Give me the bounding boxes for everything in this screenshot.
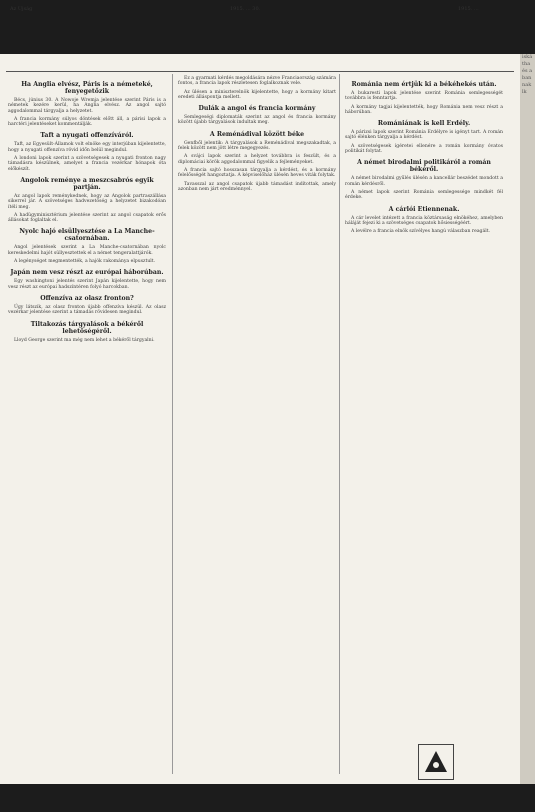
stamp-icon <box>419 745 453 779</box>
library-stamp <box>418 744 454 780</box>
column-divider <box>172 74 173 774</box>
article-headline: Tiltakozás tárgyalások a békéről lehetőségéről. <box>30 320 144 335</box>
article-paragraph: Tavasszal az angol csapatok újabb támadást indítottak, amely azonban nem járt eredménnyel. <box>178 181 336 192</box>
article-headline: A német birodalmi politikáról a román békéről. <box>357 159 491 174</box>
article-paragraph: Az ülésen a miniszterelnök kijelentette, hogy a kormány kitart eredeti álláspontja mellett. <box>178 89 336 100</box>
article-headline: A Reménádival között béke <box>209 130 305 138</box>
article-paragraph: A hadügyminisztérium jelentése szerint az angol csapatok erős állásokat foglaltak el. <box>8 212 166 224</box>
article-paragraph: A német lapok szerint Románia semlegessége mindkét fél érdeke. <box>345 189 503 201</box>
article-paragraph: A levélre a francia elnök szívélyes hangú válaszban reagált. <box>351 229 491 235</box>
article-paragraph: A párizsi lapok szerint Románia Erdélyre is igényt tart. A román sajtó élénken tárgyalja a kérdést. <box>345 130 503 141</box>
page-header <box>0 6 520 16</box>
article-paragraph: A legénységet megmentették, a hajók rakománya elpusztult. <box>14 259 156 265</box>
article-paragraph: A francia sajtó hosszasan tárgyalja a kérdést, és a kormány felelősségét hangoztatja. A képviselőház ülésén heves viták folytak. <box>178 167 336 179</box>
article-paragraph: A londoni lapok szerint a szövetségesek a nyugati fronton nagy támadásra készülnek, amelyet a francia vezérkar hónapok óta előkészít. <box>8 156 166 172</box>
article-paragraph: Angol jelentések szerint a La Manche-csatornában nyolc kereskedelmi hajót süllyesztettek el a német tengeralattjárók. <box>8 245 166 256</box>
header-left: Az Ujság <box>10 6 33 12</box>
article-paragraph: A német birodalmi gyűlés ülésén a kancellár beszédet mondott a román kérdésről. <box>345 176 503 187</box>
article-paragraph: Bécs, június 30. A Nowoje Wremja jelentése szerint Páris is a németek kezére kerül, ha Anglia elvész. Az angol sajtó aggodalommal tárgyalja a helyzetet. <box>8 98 166 114</box>
article-paragraph: Egy washingtoni jelentés szerint Japán kijelentette, hogy nem vesz részt az európai hadszíntéren folyó harcokban. <box>8 279 166 290</box>
article-paragraph: Úgy látszik, az olasz fronton újabb offenzíva készül. Az olasz vezérkar jelentése szerint a támadás rövidesen megindul. <box>8 304 166 316</box>
article-headline: Ha Anglia elvész, Páris is a németeké, fenyegetőzik <box>21 81 153 95</box>
header-rule <box>6 71 514 72</box>
header-center: 1915. ... 30. <box>230 6 261 12</box>
article-headline: Japán nem vesz részt az európai háborúban. <box>10 269 164 277</box>
column-2 <box>178 76 336 195</box>
article-headline: Offenzíva az olasz fronton? <box>40 294 134 302</box>
column-divider <box>339 74 340 774</box>
header-right: 1915. ... <box>458 6 479 12</box>
adjacent-page-edge: iská tha és a ban nak lk <box>520 54 535 784</box>
article-paragraph: Az angol lapok reménykednek, hogy az Angolok partraszállása sikerrel jár. A szövetséges hadvezetőség a helyzetet bizakodóan ítéli meg. <box>8 193 166 210</box>
article-paragraph: A kormány tagjai kijelentették, hogy Románia nem vesz részt a háborúban. <box>345 104 503 115</box>
column-3 <box>345 76 503 237</box>
article-paragraph: Taft, az Egyesült-Államok volt elnöke egy interjúban kijelentette, hogy a nyugati offenzíva rövid időn belül megindul. <box>8 142 166 153</box>
article-paragraph: A cár levelet intézett a francia köztársaság elnökéhez, amelyben háláját fejezi ki a szövetséges csapatok hősiességéért. <box>345 215 503 226</box>
article-paragraph: A bukaresti lapok jelentése szerint Románia semlegességét továbbra is fenntartja. <box>345 91 503 102</box>
article-paragraph: A szövetségesek ígéretei ellenére a román kormány óvatos politikát folytat. <box>345 143 503 155</box>
article-headline: A cárlói Etiennenak. <box>388 205 460 213</box>
newspaper-page <box>0 54 520 784</box>
article-paragraph: Genfből jelentik: A tárgyalások a Reménádival megszakadtak, a felek között nem jött létre megegyezés. <box>178 140 336 152</box>
article-paragraph: Lloyd George szerint ma még nem lehet a békéről tárgyalni. <box>14 337 155 343</box>
column-1 <box>8 76 166 346</box>
article-paragraph: A francia kormány súlyos döntések előtt áll, a párisi lapok a harctéri jelentéseket kommentálják. <box>8 116 166 128</box>
article-headline: Romániának is kell Erdély. <box>377 120 471 128</box>
article-headline: Románia nem értjük ki a békéhekés után. <box>351 81 497 88</box>
article-headline: Dulák a angol és francia kormány <box>198 105 316 113</box>
article-headline: Taft a nyugati offenzíváról. <box>40 132 134 140</box>
article-paragraph: A svájci lapok szerint a helyzet továbbra is feszült, és a diplomáciai körök aggodalommal figyelik a fejleményeket. <box>178 154 336 165</box>
article-paragraph: Ez a gyarmati kérdés megoldására nézve Franciaország számára fontos, a francia lapok részletesen foglalkoznak vele. <box>178 76 336 87</box>
article-headline: Angolok reménye a meszcsabrós egyik partján. <box>20 176 154 191</box>
article-paragraph: Semlegeségi diplomaták szerint az angol és francia kormány között újabb tárgyalások indultak meg. <box>178 115 336 126</box>
article-headline: Nyolc hajó elsüllyesztése a La Manche-csatornában. <box>19 228 155 243</box>
